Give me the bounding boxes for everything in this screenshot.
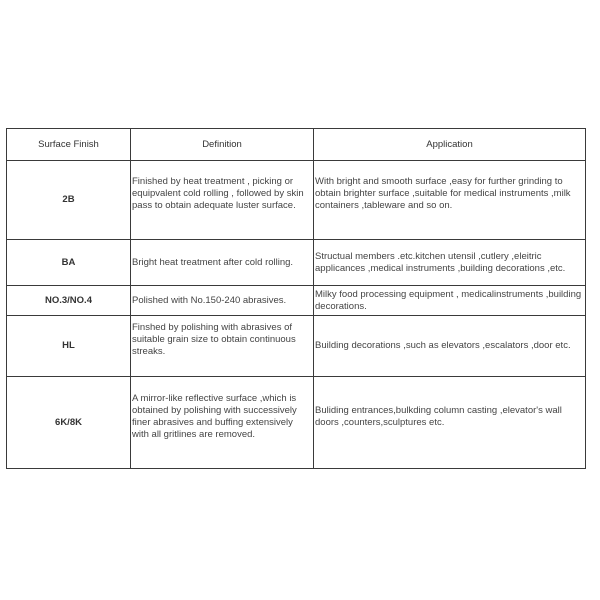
table-header-row — [7, 129, 586, 161]
application-text: Milky food processing equipment , medicalinstruments ,building decorations. — [315, 288, 582, 312]
header-surface-finish: Surface Finish — [7, 129, 131, 161]
definition-text: Bright heat treatment after cold rolling. — [132, 256, 294, 268]
application-text: Structual members .etc.kitchen utensil ,cutlery ,eleitric applicances ,medical instruments ,building decorations ,etc. — [315, 250, 566, 274]
definition-text: Finshed by polishing with abrasives of suitable grain size to obtain continuous streaks. — [132, 322, 296, 357]
definition-cell — [131, 240, 314, 286]
application-text: Building decorations ,such as elevators ,escalators ,door etc. — [315, 340, 571, 351]
definition-cell — [131, 286, 314, 316]
definition-text: Polished with No.150-240 abrasives. — [132, 294, 287, 306]
table-row — [7, 240, 586, 286]
application-cell — [314, 377, 586, 469]
header-definition: Definition — [131, 129, 314, 161]
application-text: With bright and smooth surface ,easy for further grinding to obtain brighter surface ,suitable for medical instruments ,milk containers ,tableware and so on. — [315, 176, 571, 211]
application-cell — [314, 316, 586, 377]
finish-cell: BA — [7, 240, 131, 286]
definition-cell — [131, 377, 314, 469]
application-cell — [314, 240, 586, 286]
definition-text: A mirror-like reflective surface ,which is obtained by polishing with successively finer abrasives and buffing extensively with all gritlines are removed. — [132, 392, 297, 440]
definition-text: Finished by heat treatment , picking or equipvalent cold rolling , followed by skin pass to obtain adequate luster surface. — [132, 176, 304, 211]
application-text: Buliding entrances,bulkding column casting ,elevator's wall doors ,counters,sculptures etc. — [315, 404, 562, 428]
finish-cell: 2B — [7, 161, 131, 240]
finish-cell: HL — [7, 316, 131, 377]
header-application: Application — [314, 129, 586, 161]
table-row — [7, 316, 586, 377]
finish-cell: NO.3/NO.4 — [7, 286, 131, 316]
application-cell — [314, 286, 586, 316]
table-row — [7, 377, 586, 469]
table-row — [7, 161, 586, 240]
application-cell — [314, 161, 586, 240]
finish-cell: 6K/8K — [7, 377, 131, 469]
table-row — [7, 286, 586, 316]
definition-cell — [131, 316, 314, 377]
definition-cell — [131, 161, 314, 240]
surface-finish-table — [6, 128, 586, 469]
